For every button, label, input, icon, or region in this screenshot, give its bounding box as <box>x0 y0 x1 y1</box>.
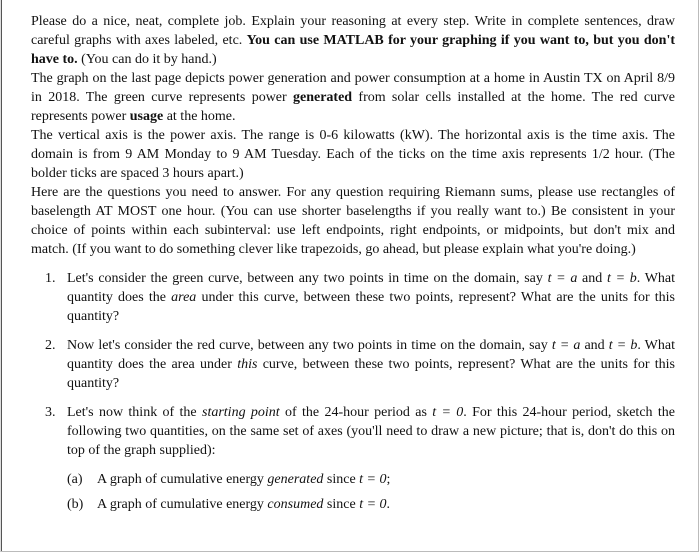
math-expression: t = b <box>606 271 637 286</box>
intro-paragraph-1 <box>31 12 675 69</box>
question-text: of the 24-hour period as <box>279 405 433 420</box>
question-number: 1. <box>45 271 56 286</box>
math-expression: t = a <box>551 338 581 353</box>
question-text: . What quantity does the <box>67 271 676 305</box>
math-expression: t = b <box>608 338 638 353</box>
intro-text: Please do a nice, neat, complete job. Explain your reasoning at every step. Write in complete sentences, draw careful graphs with axes labeled, etc. <box>31 14 675 48</box>
question-number: 2. <box>45 338 56 353</box>
matlab-note: You can use MATLAB for your graphing if you want to, but you don't have to. <box>31 33 675 67</box>
math-expression: t = 0 <box>359 472 387 487</box>
question-text: . For this 24-hour period, sketch the following two quantities, on the same set of axes (you'll need to draw a new picture; that is, don't do this on top of the graph supplied): <box>67 405 675 458</box>
question-text: Now let's consider the red curve, between any two points in time on the domain, say <box>67 338 552 353</box>
document-body <box>15 4 675 524</box>
question-text: under this curve, between these two points, represent? What are the units for this quantity? <box>67 290 675 324</box>
subpart-b <box>67 495 675 514</box>
math-expression: t = 0 <box>432 405 464 420</box>
question-2 <box>15 336 675 393</box>
intro-text: (You can do it by hand.) <box>77 52 217 67</box>
emphasis: this <box>237 357 258 372</box>
math-expression: t = 0 <box>359 497 387 512</box>
graph-description: The graph on the last page depicts power generation and power consumption at a home in Austin TX on April 8/9 in 2018. The green curve represents power <box>31 71 675 105</box>
subpart-text: A graph of cumulative energy <box>97 497 268 512</box>
question-text: . What quantity does the area under <box>67 338 675 372</box>
question-text: and <box>580 338 609 353</box>
emphasis: generated <box>267 472 324 487</box>
question-text: and <box>577 271 607 286</box>
left-border <box>1 0 2 551</box>
subpart-label: (a) <box>67 472 83 487</box>
intro-paragraph-2 <box>31 69 675 126</box>
question-3 <box>15 403 675 514</box>
emphasis: starting point <box>202 405 280 420</box>
question-text: Let's consider the green curve, between any two points in time on the domain, say <box>67 271 548 286</box>
intro-paragraph-3: The vertical axis is the power axis. The range is 0-6 kilowatts (kW). The horizontal axis is the time axis. The domain is from 9 AM Monday to 9 AM Tuesday. Each of the ticks on the time axis represents 1/2 hour. (The bolder ticks are spaced 3 hours apart.) <box>31 128 675 181</box>
subpart-text: ; <box>386 472 391 487</box>
graph-description: from solar cells installed at the home. The red curve represents power <box>31 90 675 124</box>
generated-bold: generated <box>293 90 353 105</box>
emphasis: area <box>171 290 197 305</box>
graph-description: at the home. <box>163 109 236 124</box>
question-list <box>15 269 675 514</box>
subpart-text: . <box>386 497 391 512</box>
subpart-text: A graph of cumulative energy <box>97 472 268 487</box>
math-expression: t = a <box>547 271 578 286</box>
subpart-list <box>67 470 675 514</box>
question-text: curve, between these two points, represent? What are the units for this quantity? <box>67 357 676 391</box>
question-text: Let's now think of the <box>67 405 202 420</box>
usage-bold: usage <box>129 109 164 124</box>
subpart-label: (b) <box>67 497 84 512</box>
question-number: 3. <box>45 405 56 420</box>
emphasis: consumed <box>267 497 324 512</box>
subpart-text: since <box>323 497 360 512</box>
question-1 <box>15 269 675 326</box>
intro-paragraph-4: Here are the questions you need to answer. For any question requiring Riemann sums, please use rectangles of baselength AT MOST one hour. (You can use shorter baselengths if you really want to.) Be consistent in your choice of points within each subinterval: use left endpoints, right endpoints, or midpoints, but don't mix and match. (If you want to do something clever like trapezoids, go ahead, but please explain what you're doing.) <box>31 185 675 257</box>
subpart-text: since <box>323 472 360 487</box>
subpart-a <box>67 470 675 489</box>
